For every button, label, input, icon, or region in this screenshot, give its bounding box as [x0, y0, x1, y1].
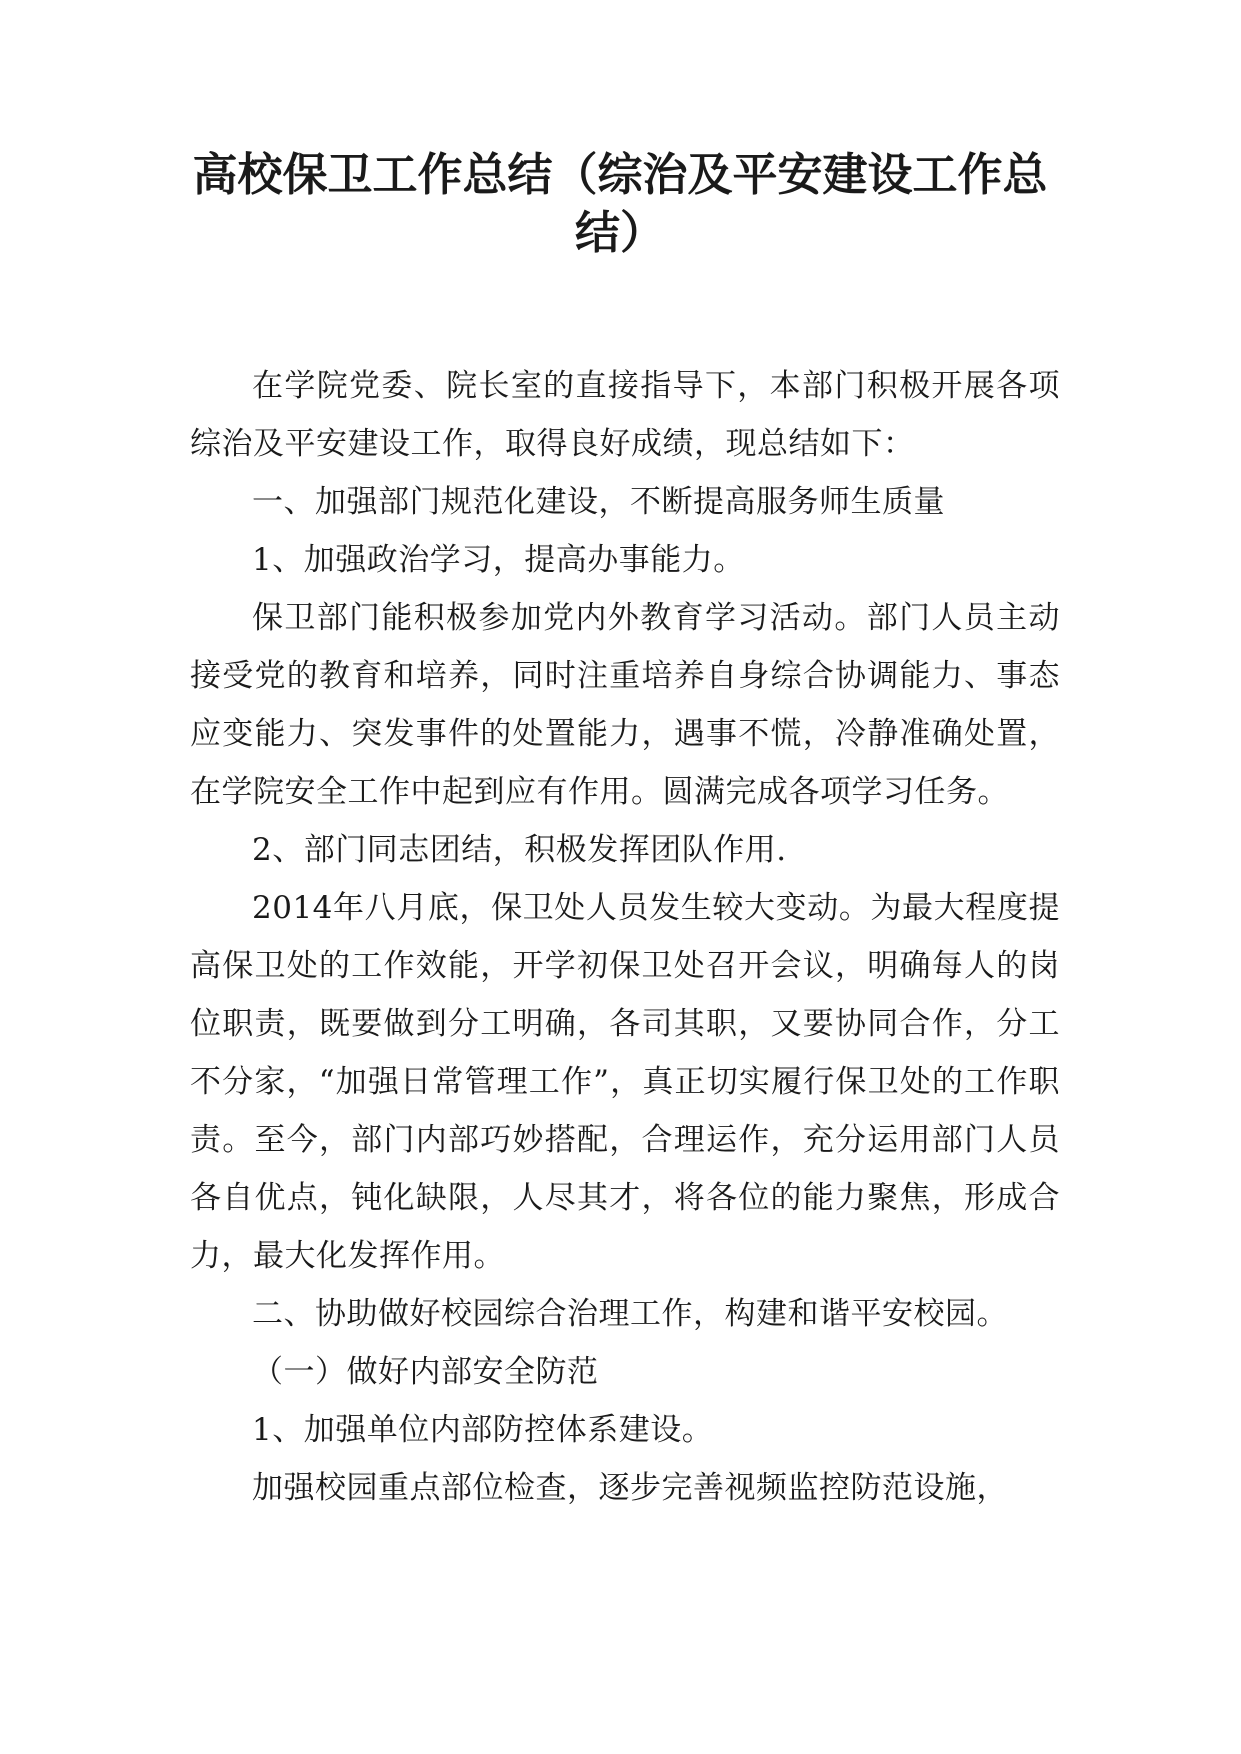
- subsection-heading: （一）做好内部安全防范: [252, 1354, 599, 1390]
- paragraph: 在学院党委、院长室的直接指导下，本部门积极开展各项综治及平安建设工作，取得良好成绩，现总结如下：: [190, 368, 1060, 462]
- document-title: 高校保卫工作总结（综治及平安建设工作总结）: [192, 148, 1048, 259]
- paragraph: 2014年八月底，保卫处人员发生较大变动。为最大程度提高保卫处的工作效能，开学初保卫处召开会议，明确每人的岗位职责，既要做到分工明确，各司其职，又要协同合作，分工不分家，“加强日常管理工作”，真正切实履行保卫处的工作职责。至今，部门内部巧妙搭配，合理运作，充分运用部门人员各自优点，钝化缺限，人尽其才，将各位的能力聚焦，形成合力，最大化发挥作用。: [190, 890, 1060, 1274]
- subsection-heading: 1、加强政治学习，提高办事能力。: [252, 542, 745, 578]
- paragraph: 保卫部门能积极参加党内外教育学习活动。部门人员主动接受党的教育和培养，同时注重培养自身综合协调能力、事态应变能力、突发事件的处置能力，遇事不慌，冷静准确处置，在学院安全工作中起到应有作用。圆满完成各项学习任务。: [190, 600, 1060, 810]
- subsection-heading: 2、部门同志团结，积极发挥团队作用.: [252, 832, 787, 868]
- document-body: [190, 357, 1060, 1517]
- paragraph: 加强校园重点部位检查，逐步完善视频监控防范设施，: [252, 1470, 1008, 1506]
- subsection-heading: 1、加强单位内部防控体系建设。: [252, 1412, 714, 1448]
- section-heading: 一、加强部门规范化建设，不断提高服务师生质量: [252, 484, 945, 520]
- section-heading: 二、协助做好校园综合治理工作，构建和谐平安校园。: [252, 1296, 1008, 1332]
